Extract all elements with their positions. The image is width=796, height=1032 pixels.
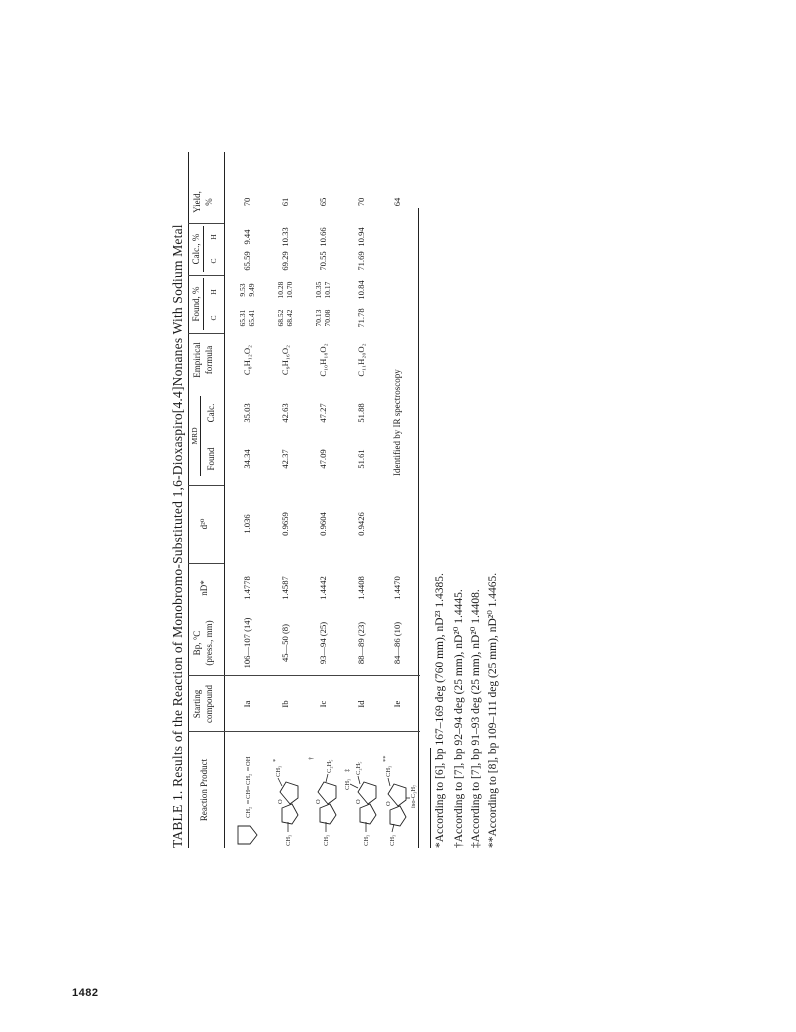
header-calc-pct: Calc., % <box>191 233 201 265</box>
table-title: TABLE 1. Results of the Reaction of Monobromo-Substituted 1,6-Dioxaspiro[4.4]Nonanes With Sodium Metal <box>170 224 185 848</box>
row-4-compound: Id <box>356 700 366 708</box>
structure-label: CH₃ <box>389 834 396 846</box>
row-4-bp: 88—89 (23) <box>356 621 366 665</box>
structure-row-2 <box>268 732 304 848</box>
row-3-mrd-calc: 47.27 <box>318 403 328 423</box>
structure-label: CH₃ <box>363 834 370 846</box>
bottom-rule <box>418 208 419 848</box>
structure-label: CH <box>245 789 252 799</box>
row-2-calc-h: 10.33 <box>280 227 290 247</box>
row-1-found-c: 65.31 <box>238 309 247 327</box>
header-yield-1: Yield, <box>192 191 202 213</box>
row-2-nd: 1.4587 <box>280 576 290 600</box>
structure-label: OH <box>245 756 252 766</box>
row-5-bp: 84—86 (10) <box>392 621 402 665</box>
row-3-formula: C₁₀H₁₈O₂ <box>318 343 328 377</box>
row-3-mrd-found: 47.09 <box>318 449 328 469</box>
row-1-compound: Ia <box>242 700 252 708</box>
structure-label: CH₃ <box>285 834 292 846</box>
header-starting-2: compound <box>204 685 214 723</box>
header-formula-2: formula <box>204 345 214 375</box>
row-3-calc-h: 10.66 <box>318 227 328 247</box>
row-1-bp: 106—107 (14) <box>242 617 252 669</box>
row-3-found-c2: 70.08 <box>323 309 332 327</box>
header-calc-h: H <box>209 234 218 240</box>
footnote-3: ‡According to [7], bp 91–93 deg (25 mm), nD²⁰ 1.4408. <box>470 589 482 848</box>
header-mrd-found: Found <box>206 447 216 471</box>
page-number: 1482 <box>72 987 99 999</box>
header-reaction-product: Reaction Product <box>199 758 209 822</box>
structure-label: CH₃ <box>344 778 351 790</box>
structure-label: C₂H₅ <box>355 761 362 775</box>
header-found-pct: Found, % <box>191 286 201 322</box>
row-2-mrd-found: 42.37 <box>280 449 290 469</box>
row-2-calc-c: 69.29 <box>280 251 290 271</box>
row-5-nd: 1.4470 <box>392 576 402 600</box>
row-4-found-h: 10.84 <box>356 280 366 300</box>
header-bp-2: (press., mm) <box>204 620 214 666</box>
row-1-mrd-found: 34.34 <box>242 449 252 469</box>
row-1-yield: 70 <box>242 197 252 207</box>
row-1-found-h: 9.53 <box>238 283 247 297</box>
structure-label: iso-C₃H₇ <box>410 784 417 808</box>
row-4-mrd-calc: 51.88 <box>356 403 366 423</box>
row-2-formula: C₉H₁₆O₂ <box>280 344 290 376</box>
footnote-1: *According to [6], bp 167–169 deg (760 mm), nD²³ 1.4385. <box>434 573 446 848</box>
structure-label: CH₃ <box>275 765 282 777</box>
structure-label: CH₂ <box>245 806 252 818</box>
structure-row-1 <box>230 732 266 848</box>
row-4-found-c: 71.78 <box>356 308 366 328</box>
row-2-found-h2: 10.70 <box>285 281 294 299</box>
row-4-d: 0.9426 <box>356 512 366 536</box>
row-4-nd: 1.4408 <box>356 576 366 600</box>
row-2-found-c2: 68.42 <box>285 309 294 327</box>
row-2-bp: 45—50 (8) <box>280 624 290 662</box>
row-1-calc-h: 9.44 <box>242 229 252 245</box>
header-mrd-calc: Calc. <box>206 403 216 423</box>
footnote-4: **According to [8], bp 109–111 deg (25 mm), nD²⁰ 1.4465. <box>487 572 499 848</box>
header-d: d²⁰ <box>199 518 209 530</box>
header-rule <box>224 152 225 848</box>
row-3-yield: 65 <box>318 197 328 207</box>
row-2-compound: Ib <box>280 700 290 708</box>
structure-label: CH₃ <box>323 834 330 846</box>
row-2-yield: 61 <box>280 197 290 207</box>
structure-label: O <box>315 799 322 804</box>
header-found-c: C <box>209 315 218 321</box>
row-3-calc-c: 70.55 <box>318 251 328 271</box>
structure-row-4 <box>344 732 380 848</box>
header-found-h: H <box>209 289 218 295</box>
header-bp-1: Bp, °C <box>192 630 202 656</box>
structure-label: O <box>385 801 392 806</box>
structure-label: CH₃ <box>385 765 392 777</box>
svg-text:‡: ‡ <box>344 768 351 772</box>
row-4-calc-h: 10.94 <box>356 227 366 247</box>
header-formula-1: Empirical <box>192 342 202 378</box>
rotated-table-page <box>168 144 512 856</box>
header-mrd: MRD <box>190 427 199 445</box>
row-3-found-c: 70.13 <box>314 309 323 327</box>
row-1-mrd-calc: 35.03 <box>242 403 252 423</box>
svg-text:**: ** <box>382 755 389 762</box>
row-1-d: 1.036 <box>242 514 252 534</box>
header-nd: nD* <box>199 580 209 596</box>
structure-row-3 <box>306 732 342 848</box>
row-5-compound: Ie <box>392 700 402 708</box>
header-calc-c: C <box>209 258 218 264</box>
row-3-compound: Ic <box>318 700 328 708</box>
header-starting-1: Starting <box>192 689 202 719</box>
row-1-formula: C₈H₁₂O₂ <box>242 344 252 376</box>
footnote-2: †According to [7], bp 92–94 deg (25 mm), nD²⁰ 1.4445. <box>453 589 465 848</box>
structure-label: O <box>277 799 284 804</box>
structure-label: O <box>355 799 362 804</box>
structure-label: C₂H₅ <box>326 759 333 773</box>
row-1-found-h2: 9.49 <box>247 283 256 297</box>
row-4-calc-c: 71.69 <box>356 251 366 271</box>
row-4-formula: C₁₁H₂₀O₂ <box>356 343 366 377</box>
row-4-mrd-found: 51.61 <box>356 449 366 469</box>
structure-row-5 <box>380 732 416 848</box>
row-1-nd: 1.4778 <box>242 576 252 600</box>
row-4-yield: 70 <box>356 197 366 207</box>
header-yield-2: % <box>204 198 214 206</box>
row-3-bp: 93—94 (25) <box>318 621 328 665</box>
row-1-found-c2: 65.41 <box>247 309 256 327</box>
row-2-d: 0.9659 <box>280 512 290 536</box>
row-2-found-h: 10.28 <box>276 281 285 299</box>
structure-label: CH₂ <box>245 773 252 785</box>
row-3-nd: 1.4442 <box>318 576 328 600</box>
svg-text:*: * <box>272 758 279 762</box>
row-3-d: 0.9604 <box>318 512 328 536</box>
row-5-yield: 64 <box>392 197 402 207</box>
row-1-calc-c: 65.59 <box>242 251 252 271</box>
top-rule <box>188 152 189 848</box>
row-2-found-c: 68.52 <box>276 309 285 327</box>
row-5-identified-note: Identified by IR spectroscopy <box>392 369 402 476</box>
row-3-found-h2: 10.17 <box>323 281 332 299</box>
svg-text:†: † <box>308 756 315 760</box>
row-2-mrd-calc: 42.63 <box>280 403 290 423</box>
row-3-found-h: 10.35 <box>314 281 323 299</box>
